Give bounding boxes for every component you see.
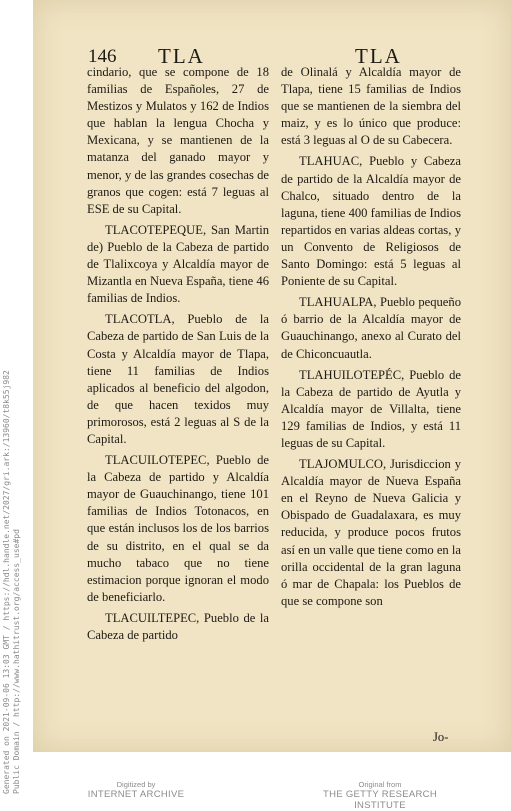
entry-tlacuilotepec: TLACUILOTEPEC, Pueblo de la Cabeza de partido y Alcaldía mayor de Guauchinango, tiene 101 familias de Indios Totonacos, en que están inclusos los de los barrios de su distrito, en el qual se da mucho tabaco que no tiene estimacion porque ignoran el modo de beneficiarlo. (87, 453, 269, 604)
entry-tlacotla: TLACOTLA, Pueblo de la Cabeza de partido de San Luis de la Costa y Alcaldía mayor de Tlapa, tiene 11 familias de Indios aplicados al beneficio del algodon, de que hacen texidos muy primorosos, está 2 leguas al S de la Capital. (87, 312, 269, 446)
entry-tlajomulco: TLAJOMULCO, Jurisdiccion y Alcaldía mayor de Nueva España en el Reyno de Nueva Galicia y Obispado de Guadalaxara, es muy reducida, y produce pocos frutos así en un valle que tiene como en la orilla occidental de la gran laguna ó mar de Chapala: los Pueblos de que se compone son (281, 457, 461, 608)
entry-tlacuiltepec: TLACUILTEPEC, Pueblo de la Cabeza de partido (87, 610, 269, 642)
entry-tlahuac: TLAHUAC, Pueblo y Cabeza de partido de la Alcaldía mayor de Chalco, situado dentro de la laguna, tiene 400 familias de Indios repartidos en varias aldeas cortas, y un Convento de Religiosos de Santo Domingo: está 5 leguas al Poniente de su Capital. (281, 154, 461, 289)
side-watermark-line-1: Generated on 2021-09-06 13:03 GMT / https://hdl.handle.net/2027/gri.ark:/13960/t8k55j982 (2, 370, 11, 794)
side-watermark-line-2: Public Domain / http://www.hathitrust.org/access_use#pd (12, 529, 21, 794)
right-column (281, 64, 461, 614)
entry-continuation: cindario, que se compone de 18 familias de Españoles, 27 de Mestizos y Mulatos y 162 de Indios que hablan la lengua Chocha y Mexicana, y se mantienen de la matanza del ganado mayor y menor, y de las grandes cosechas de granos que cogen: está 7 leguas al ESE de su Capital. (87, 65, 269, 216)
digitized-by-credit (76, 780, 196, 800)
original-from-label: Original from (358, 780, 402, 789)
original-from-credit (305, 780, 455, 811)
entry-tlahualpa: TLAHUALPA, Pueblo pequeño ó barrio de la Alcaldía mayor de Guauchinango, anexo al Curato del de Chiconcuautla. (281, 295, 461, 361)
getty-institute-label: THE GETTY RESEARCH INSTITUTE (323, 789, 437, 811)
digitized-by-label: Digitized by (116, 780, 156, 789)
entry-tlahuilotepec: TLAHUILOTEPÉC, Pueblo de la Cabeza de partido de Ayutla y Alcaldía mayor de Villalta, tiene 129 familias de Indios, y está 11 leguas de su Capital. (281, 367, 461, 450)
running-header-right: TLA (355, 44, 402, 68)
side-watermark (2, 370, 22, 794)
page-number: 146 (88, 46, 117, 67)
left-column (87, 64, 269, 648)
catchword: Jo- (433, 730, 449, 744)
entry-tlacuiltepec-continuation: de Olinalá y Alcaldía mayor de Tlapa, tiene 15 familias de Indios que se mantienen de la siembra del maiz, y es lo único que produce: está 3 leguas al O de su Cabecera. (281, 65, 461, 148)
running-header-left: TLA (158, 44, 205, 68)
entry-tlacotepeque: TLACOTEPEQUE, San Martin de) Pueblo de la Cabeza de partido de Tlalixcoya y Alcaldía mayor de Mizantla en Nueva España, tiene 46 familias de Indios. (87, 222, 269, 306)
internet-archive-label: INTERNET ARCHIVE (87, 789, 185, 800)
